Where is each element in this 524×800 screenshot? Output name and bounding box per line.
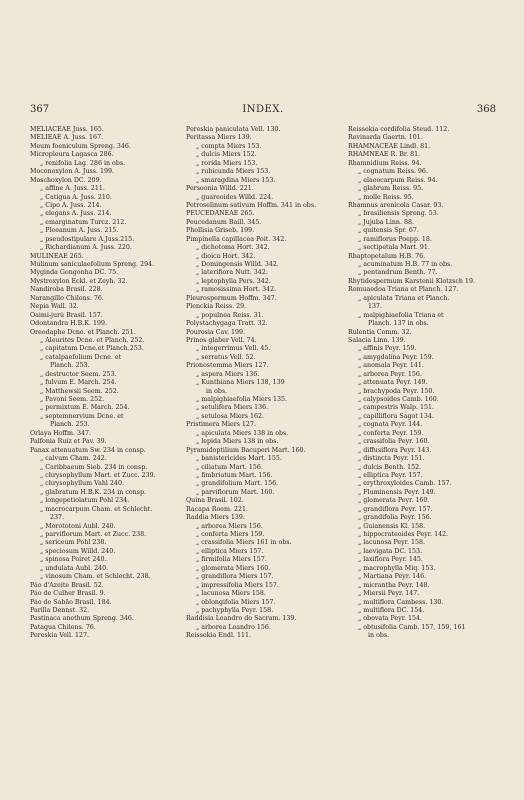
index-entry: „ obtusifolia Camb. 157, 159, 161 bbox=[358, 623, 466, 631]
index-entry: „ dulcis Miers 152. bbox=[196, 151, 257, 159]
index-entry: Palfonia Ruiz et Pav. 39. bbox=[30, 438, 107, 446]
index-entry: „ Aleurites Dcne. et Planch. 252. bbox=[40, 336, 145, 344]
index-entry: „ rubicunda Miers 153. bbox=[196, 168, 271, 176]
index-entry: „ smaragdina Miers 153. bbox=[196, 176, 276, 184]
index-entry: „ micrantha Peyr. 148. bbox=[358, 581, 430, 589]
index-entry: „ grandifolium Mart. 156. bbox=[196, 480, 279, 488]
right-page-number: 368 bbox=[476, 104, 496, 115]
index-entry: Plenckia Reiss. 29. bbox=[186, 303, 247, 311]
index-entry: „ grandiflora Miers 157. bbox=[196, 573, 274, 581]
index-entry: Polystachygaga Tratt. 32. bbox=[186, 320, 268, 328]
index-entry: „ obovata Peyr. 154. bbox=[358, 615, 423, 623]
index-entry: „ leptophylla Pers. 342. bbox=[196, 277, 271, 285]
index-entry: „ lacunosa Miers 158. bbox=[196, 590, 266, 598]
index-entry: „ Miersii Peyr. 147. bbox=[358, 590, 420, 598]
index-entry: Prinos glaber Vell. 74. bbox=[186, 336, 257, 344]
index-entry: „ calypsoides Camb. 160. bbox=[358, 396, 439, 403]
index-entry: „ crassifolia Peyr. 160. bbox=[358, 438, 430, 446]
index-entry: Orlaya Hoffm. 347. bbox=[30, 429, 92, 437]
index-entry: „ Pavoni Seem. 252. bbox=[40, 396, 105, 403]
index-entry: Petroselinum sativum Hoffm. 341 in obs. bbox=[186, 201, 317, 209]
index-entry: „ conferta Miers 159. bbox=[196, 531, 265, 538]
index-entry: „ serratus Vell. 52. bbox=[196, 353, 256, 361]
index-entry: Myginda Gongonha DC. 75. bbox=[30, 269, 119, 277]
index-entry: „ destructor Seem. 253. bbox=[40, 370, 117, 378]
index-entry: „ arborea Peyr. 156. bbox=[358, 370, 422, 378]
index-entry: Pyramidoptilium Bacuperi Mart. 160. bbox=[186, 446, 306, 454]
index-entry: „ arborea Leandro 156. bbox=[196, 623, 271, 631]
index-entry: „ acuminatum H.B. 77 in obs. bbox=[358, 261, 453, 268]
index-entry: Moschoxylon DC. 209. bbox=[30, 176, 102, 184]
index-entry: Rulentia Comm. 32. bbox=[348, 328, 412, 336]
index-entry: „ brasiliensis Spreng. 53. bbox=[358, 210, 439, 218]
index-entry: Peucedanum Baill. 345. bbox=[186, 218, 262, 226]
index-entry: „ malpighiaefolia Triana et bbox=[358, 311, 444, 319]
index-entry: „ Guianensis Kl. 158. bbox=[358, 522, 426, 530]
index-entry: Pastinaca anethum Spreng. 346. bbox=[30, 615, 134, 623]
index-entry: „ elaeocarpum Reiss. 94. bbox=[358, 176, 438, 184]
index-entry: „ laevigata DC. 153. bbox=[358, 547, 423, 555]
index-entry: in obs. bbox=[368, 632, 390, 640]
index-entry: „ campestris Walp. 151. bbox=[358, 404, 435, 412]
index-entry: „ grandiflora Peyr. 157. bbox=[358, 505, 433, 513]
index-entry: „ impressifolia Miers 157. bbox=[196, 581, 279, 589]
index-entry: Meum foeniculum Spreng. 346. bbox=[30, 142, 131, 150]
index-entry: „ vinosum Cham. et Schlecht. 238. bbox=[40, 573, 151, 581]
index-entry: RHAMNEAE R. Br. 81. bbox=[348, 151, 421, 159]
index-entry: Pristimera Miers 127. bbox=[186, 421, 256, 429]
index-entry: „ permixtum E. March. 254. bbox=[40, 404, 130, 412]
index-entry: „ elliptica Peyr. 157. bbox=[358, 471, 423, 479]
index-entry: Phollisia Griseb. 199. bbox=[186, 227, 255, 235]
index-entry: „ chrysophyllum Vahl 240. bbox=[40, 480, 124, 488]
index-entry: „ Pleeanum A. Juss. 215. bbox=[40, 227, 119, 235]
index-entry: Moconoxylon A. Juss. 199. bbox=[30, 168, 114, 176]
index-entry: Micropleura Lagasca 286. bbox=[30, 151, 114, 159]
index-entry: „ aspera Miers 136. bbox=[196, 370, 260, 378]
index-entry: „ banistericides Mart. 155. bbox=[196, 455, 282, 463]
index-entry: „ compta Miers 153. bbox=[196, 142, 262, 150]
index-entry: „ affinis Peyr. 159. bbox=[358, 345, 417, 353]
index-entry: „ dulcis Benth. 152. bbox=[358, 463, 422, 471]
index-entry: 137. bbox=[368, 303, 383, 311]
index-entry: „ firmifolia Miers 157. bbox=[196, 556, 267, 564]
index-entry: „ fulvum E. March. 254. bbox=[40, 379, 117, 387]
index-entry: „ Catigua A. Juss. 210. bbox=[40, 193, 112, 201]
index-entry: „ glomerata Miers 160. bbox=[196, 564, 271, 572]
index-entry: „ setulifera Miers 136. bbox=[196, 404, 269, 412]
index-entry: Oaimí-jurú Brasil. 157. bbox=[30, 311, 103, 319]
index-entry: „ laterifiora Nutt. 342. bbox=[196, 269, 268, 277]
index-entry: Planch. 253. bbox=[50, 362, 90, 370]
index-entry: „ anomala Peyr. 141. bbox=[358, 362, 424, 370]
index-entry: „ catalpaefolium Dcne. et bbox=[40, 353, 122, 361]
index-entry: Páo de Culher Brasil. 9. bbox=[30, 590, 106, 598]
index-entry: „ pachyphylla Peyr. 158. bbox=[196, 606, 274, 614]
index-entry: „ lepida Miers 138 in obs. bbox=[196, 438, 279, 446]
index-entry: „ emarginatum Turcz. 212. bbox=[40, 218, 127, 226]
index-entry: „ glabrum Reiss. 95. bbox=[358, 185, 424, 193]
index-entry: „ lacunosa Peyr. 158. bbox=[358, 539, 426, 547]
index-entry: Nepia Wall. 32. bbox=[30, 303, 79, 311]
index-entry: „ setulosa Miers 162. bbox=[196, 412, 265, 420]
index-entry: „ distincta Peyr. 151. bbox=[358, 455, 425, 463]
index-entry: „ brachypoda Peyr. 150. bbox=[358, 387, 435, 395]
index-entry: Persoonia Willd. 221. bbox=[186, 185, 254, 193]
index-entry: Rhaptopetalum H.B. 76. bbox=[348, 252, 426, 260]
index-entry: „ Cipo A. Juss. 214. bbox=[40, 201, 102, 209]
index-column-1 bbox=[30, 126, 182, 641]
index-entry: „ glabratum H.B.K. 234 in consp. bbox=[40, 488, 146, 496]
index-entry: „ elliptica Miers 157. bbox=[196, 547, 264, 555]
index-entry: „ cognatum Reiss. 96. bbox=[358, 168, 428, 176]
index-entry: „ amygdalina Peyr. 159. bbox=[358, 353, 434, 361]
index-entry: MULINEAE 265. bbox=[30, 252, 84, 260]
index-entry: Panax attenuatum Sw. 234 in consp. bbox=[30, 446, 146, 454]
index-entry: „ Martiana Peyr. 146. bbox=[358, 573, 427, 581]
index-entry: „ guareoides Willd. 224. bbox=[196, 193, 274, 201]
index-entry: „ longepetiolatum Pohl 234. bbox=[40, 497, 130, 505]
index-entry: Oreodaphe Dcne. et Planch. 251. bbox=[30, 328, 136, 336]
index-entry: Revinarda Gaertn. 101. bbox=[348, 134, 423, 142]
index-entry: „ multiflora DC. 154. bbox=[358, 606, 425, 614]
index-column-3 bbox=[348, 126, 498, 641]
index-entry: Mystroxylon Eckl. et Zeyh. 32. bbox=[30, 277, 128, 285]
index-entry: „ Domingensis Willd. 342. bbox=[196, 261, 279, 268]
index-entry: Planch. 253. bbox=[50, 421, 90, 429]
index-entry: MELIEAE A. Juss. 167. bbox=[30, 134, 104, 142]
index-entry: „ affine A. Juss. 211. bbox=[40, 185, 105, 193]
index-entry: „ diffusiflora Peyr. 143. bbox=[358, 446, 432, 454]
index-entry: „ Richardianum A. Juss. 220. bbox=[40, 244, 132, 252]
index-entry: Raddia Miers 139. bbox=[186, 514, 245, 522]
index-entry: MELIACEAE Juss. 165. bbox=[30, 126, 104, 133]
index-entry: Patagua Chilens. 76. bbox=[30, 623, 96, 631]
index-entry: „ capitatum Dcne.et Planch.253. bbox=[40, 345, 144, 353]
index-entry: Nandiroba Brasil. 228. bbox=[30, 286, 103, 294]
index-entry: „ arborea Miers 156. bbox=[196, 522, 263, 530]
index-entry: „ dichotoma Hort. 342. bbox=[196, 244, 270, 252]
index-entry: „ pentandrum Benth. 77. bbox=[358, 269, 438, 277]
index-entry: Pleurospermum Hoffm. 347. bbox=[186, 294, 277, 302]
index-entry: „ sericeum Pohl 238. bbox=[40, 539, 107, 547]
index-entry: Reissekia Endl. 111. bbox=[186, 632, 251, 640]
index-entry: „ fimbriatum Mart. 156. bbox=[196, 471, 273, 479]
index-entry: „ rorida Miers 153. bbox=[196, 159, 258, 167]
index-entry: Rhytidospermum Karstenii Klotzsch 19. bbox=[348, 277, 475, 285]
index-entry: Páo de Sabão Brasil. 184. bbox=[30, 598, 112, 606]
index-entry: „ laxiflora Peyr. 145. bbox=[358, 556, 423, 564]
index-entry: PEUCEDANEAE 265. bbox=[186, 210, 255, 218]
index-entry: Romuaedoa Triana et Planch. 127. bbox=[348, 286, 459, 294]
index-entry: „ Morototoni Aubl. 240. bbox=[40, 522, 116, 530]
index-entry: „ populnea Reiss. 31. bbox=[196, 311, 264, 319]
index-entry: „ cognata Peyr. 144. bbox=[358, 421, 423, 429]
index-entry: „ Matthewsii Seem. 252. bbox=[40, 387, 119, 395]
index-entry: „ macrophylla Miq. 153. bbox=[358, 564, 436, 572]
index-entry: „ calvum Cham. 242. bbox=[40, 455, 107, 463]
index-entry: „ glomerata Peyr. 160. bbox=[358, 497, 430, 505]
index-entry: „ attenuata Peyr. 149. bbox=[358, 379, 428, 387]
index-entry: „ oblongifolia Miers 157. bbox=[196, 598, 276, 606]
index-entry: „ chrysophyllum Mart. et Zucc. 239. bbox=[40, 471, 156, 479]
index-entry: „ conferta Peyr. 159. bbox=[358, 429, 424, 437]
index-entry: Páo d'Azeite Brasil. 52. bbox=[30, 581, 104, 589]
index-entry: Quina Brasil. 102. bbox=[186, 497, 244, 505]
index-entry: in obs. bbox=[206, 387, 228, 395]
index-entry: „ capilliflora Sagot 134. bbox=[358, 412, 434, 420]
index-entry: Planch. 137 in obs. bbox=[368, 320, 429, 328]
index-entry: „ Kunthiana Miers 138, 139 bbox=[196, 379, 285, 387]
index-entry: „ speciosum Willd. 240. bbox=[40, 547, 116, 555]
index-entry: „ erythroxyloides Camb. 157. bbox=[358, 480, 452, 488]
index-entry: „ crassifolia Miers 161 in obs. bbox=[196, 539, 292, 547]
index-entry: „ integerrimus Vell. 45. bbox=[196, 345, 271, 353]
index-column-2 bbox=[186, 126, 344, 641]
index-entry: Raddisia Leandro do Sacram. 139. bbox=[186, 615, 297, 623]
index-entry: RHAMNACEAE Lindl. 81. bbox=[348, 142, 431, 150]
index-entry: Mulinum saniculaefolium Spreng. 294. bbox=[30, 261, 155, 268]
index-entry: Narangillo Chilens. 76. bbox=[30, 294, 104, 302]
index-entry: „ Caribbaeum Sieb. 234 in consp. bbox=[40, 463, 148, 471]
index-entry: „ malpighiaefolia Miers 135. bbox=[196, 396, 287, 403]
index-entry: Rhamnus arenicola Casar. 93. bbox=[348, 201, 444, 209]
index-entry: „ sectipetala Mart. 91. bbox=[358, 244, 430, 252]
index-entry: „ Fluminensis Peyr. 149. bbox=[358, 488, 436, 496]
index-entry: Parilla Dennst. 32. bbox=[30, 606, 90, 614]
index-entry: Rhamnidium Reiss. 94. bbox=[348, 159, 422, 167]
index-entry: Odontandra H.B.K. 199. bbox=[30, 320, 108, 328]
index-entry: „ parviflorum Mart. 160. bbox=[196, 488, 275, 496]
index-entry: „ macrocarpum Cham. et Schlecht. bbox=[40, 505, 153, 513]
index-entry: „ septemnervium Dcne. et bbox=[40, 412, 124, 420]
left-page-number: 367 bbox=[30, 104, 50, 115]
index-entry: „ renifolia Lag. 286 in obs. bbox=[40, 159, 126, 167]
index-entry: Pereskia paniculata Vell. 130. bbox=[186, 126, 281, 133]
index-entry: „ hippocrateoides Peyr. 142. bbox=[358, 531, 449, 538]
index-entry: „ grandifolia Peyr. 156. bbox=[358, 514, 432, 522]
index-entry: Racapa Roem. 221. bbox=[186, 505, 248, 513]
index-entry: „ multiflora Cambess. 130. bbox=[358, 598, 444, 606]
index-entry: „ ciliatum Mart. 156. bbox=[196, 463, 263, 471]
index-entry: „ spinosa Poiret 240. bbox=[40, 556, 107, 564]
index-entry: „ undulata Aubl. 240. bbox=[40, 564, 109, 572]
index-entry: Peritassa Miers 139. bbox=[186, 134, 252, 142]
index-entry: „ quitensis Spr. 67. bbox=[358, 227, 419, 235]
page-header bbox=[30, 104, 496, 118]
index-entry: „ dioica Hort. 342. bbox=[196, 252, 256, 260]
index-entry: Pourosia Cav. 199. bbox=[186, 328, 246, 336]
index-entry: 237. bbox=[50, 514, 65, 522]
index-entry: Salacia Linn. 139. bbox=[348, 336, 406, 344]
index-entry: „ Jujuba Linn. 88. bbox=[358, 218, 414, 226]
index-entry: „ apiculata Miers 138 in obs. bbox=[196, 429, 289, 437]
index-entry: „ ramosissima Hort. 342. bbox=[196, 286, 277, 294]
page-title: INDEX. bbox=[242, 104, 284, 115]
index-entry: „ pseudostipulare A.Juss.215. bbox=[40, 235, 135, 243]
index-entry: „ elegans A. Juss. 214. bbox=[40, 210, 112, 218]
index-entry: Pimpinella capillacea Poit. 342. bbox=[186, 235, 287, 243]
index-entry: Prionostemma Miers 127. bbox=[186, 362, 269, 370]
index-entry: Reissekia cordifolia Steud. 112. bbox=[348, 126, 450, 133]
index-entry: Pereskia Vell. 127. bbox=[30, 632, 89, 640]
index-entry: „ ramiflorus Poepp. 18. bbox=[358, 235, 432, 243]
index-entry: „ molle Reiss. 95. bbox=[358, 193, 414, 201]
index-entry: „ apiculata Triana et Planch. bbox=[358, 294, 450, 302]
index-entry: „ parviflorum Mart. et Zucc. 238. bbox=[40, 531, 147, 538]
